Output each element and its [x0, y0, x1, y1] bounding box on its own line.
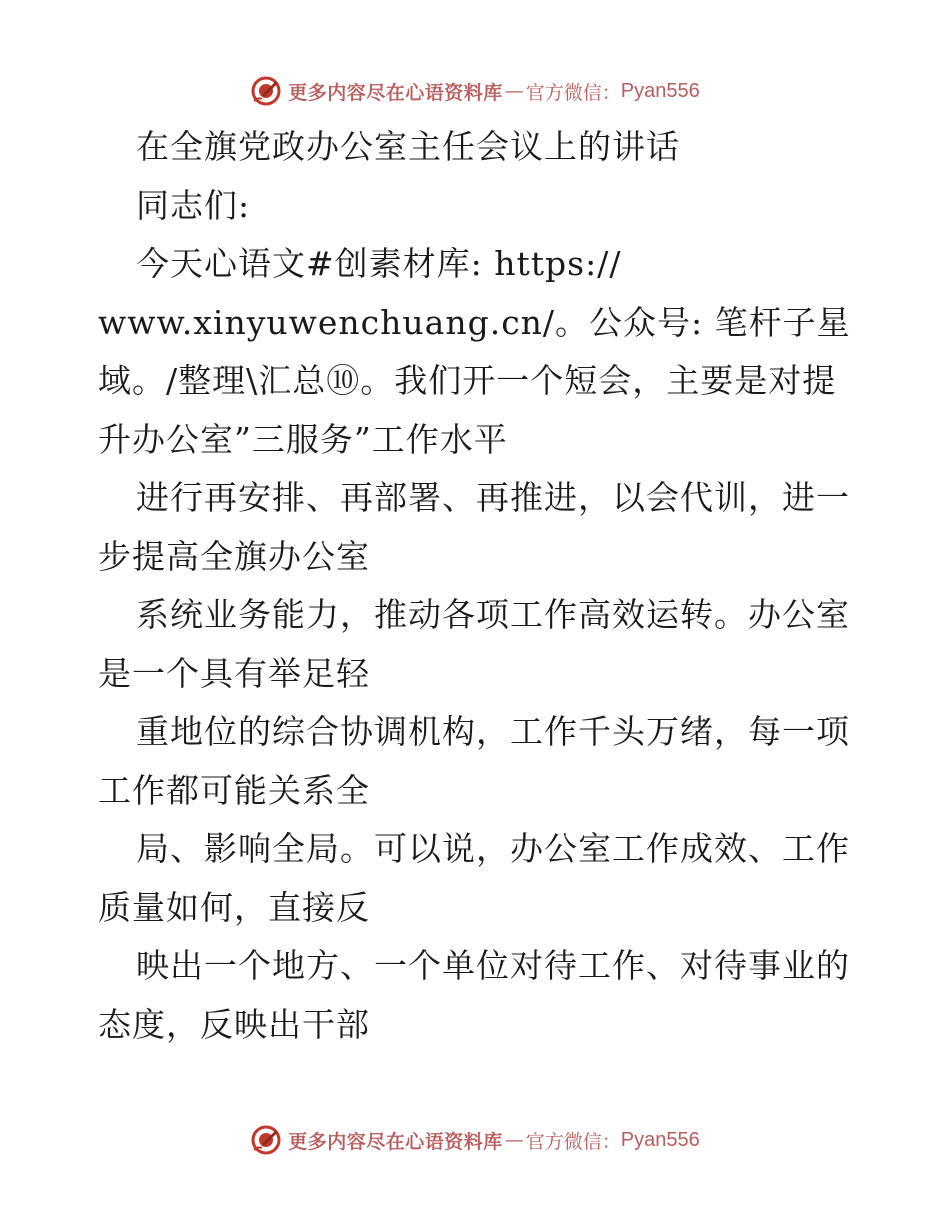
paragraph-line: 是一个具有举足轻: [98, 653, 370, 693]
footer-banner: [0, 1120, 950, 1160]
paragraph-line: 态度，反映出干部: [98, 1004, 370, 1044]
banner-site-text: 更多内容尽在心语资料库: [288, 1130, 503, 1153]
paragraph-line: 升办公室”三服务”工作水平: [98, 419, 508, 459]
paragraph-line: 重地位的综合协调机构，工作千头万绪，每一项: [136, 712, 850, 751]
paragraph-line: 域。/整理\汇总⑩。我们开一个短会，主要是对提: [98, 361, 837, 400]
paragraph-line: 工作都可能关系全: [98, 770, 370, 810]
paragraph-line: www.xinyuwenchuang.cn/。公众号: 笔杆子星: [98, 302, 851, 342]
document-title: 在全旗党政办公室主任会议上的讲话: [136, 127, 680, 166]
brand-logo-icon: [250, 75, 282, 107]
paragraph-line: 今天心语文#创素材库: https://: [136, 244, 622, 283]
paragraph-line: 步提高全旗办公室: [98, 536, 370, 576]
paragraph-line: 系统业务能力，推动各项工作高效运转。办公室: [136, 595, 850, 634]
banner-wechat-id: Pyan556: [620, 79, 700, 102]
paragraph-line: 进行再安排、再部署、再推进，以会代训，进一: [136, 478, 850, 517]
banner-separator: —: [504, 1129, 524, 1151]
banner-wechat-label: 官方微信：: [525, 1130, 621, 1153]
paragraph-line: 映出一个地方、一个单位对待工作、对待事业的: [136, 946, 850, 985]
banner-wechat-label: 官方微信：: [525, 81, 621, 104]
header-banner: [0, 71, 950, 111]
paragraph-line: 局、影响全局。可以说，办公室工作成效、工作: [136, 829, 850, 868]
banner-wechat-id: Pyan556: [620, 1128, 700, 1151]
brand-logo-icon: [250, 1124, 282, 1156]
banner-site-text: 更多内容尽在心语资料库: [288, 81, 503, 104]
paragraph-line: 质量如何，直接反: [98, 887, 370, 927]
banner-separator: —: [504, 80, 524, 102]
salutation: 同志们:: [136, 185, 251, 225]
document-body: [98, 118, 858, 1054]
